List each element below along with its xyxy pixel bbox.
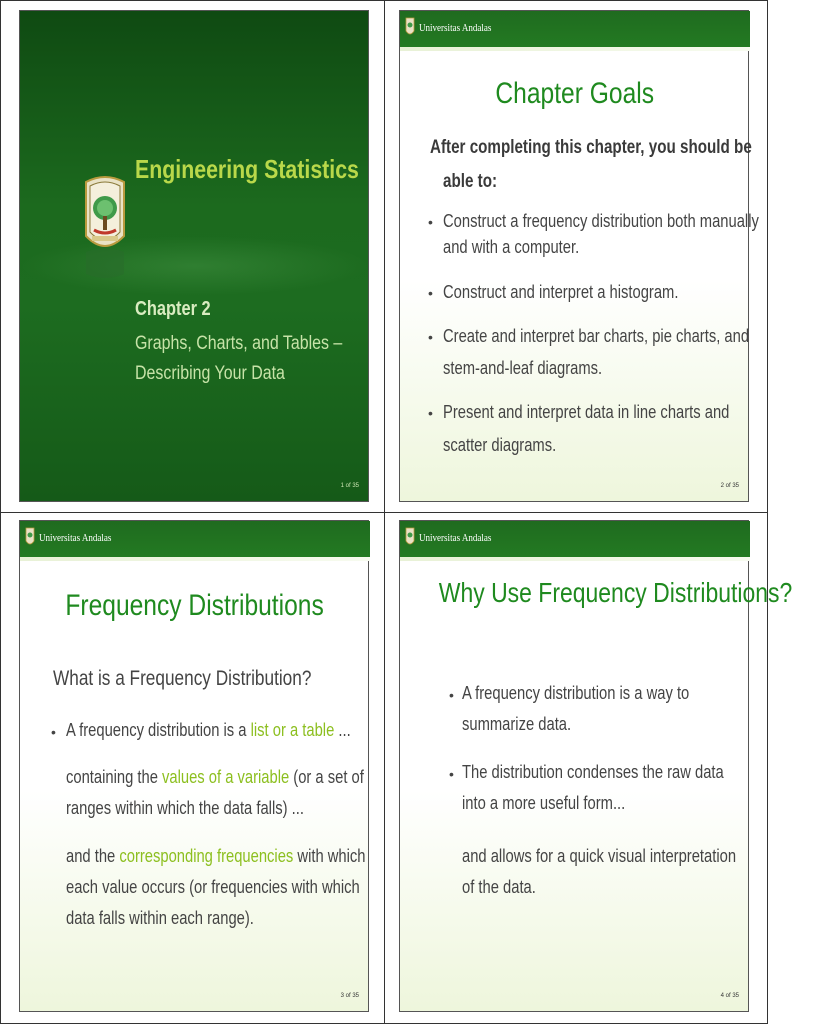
university-seal-icon [80,174,130,282]
university-seal-icon [405,17,415,39]
institution-name: Universitas Andalas [39,532,112,544]
intro-line-1: After completing this chapter, you should be [430,137,752,158]
highlight-text: corresponding frequencies [119,846,294,866]
goal-2-line-1: Construct and interpret a histogram. [443,282,679,302]
header-strip [20,557,370,561]
question-heading: What is a Frequency Distribution? [53,667,312,690]
definition-line-6: data falls within each range). [66,908,254,928]
intro-line-2: able to: [443,171,498,192]
goal-1-line-2: and with a computer. [443,237,580,257]
reason-1-line-1: A frequency distribution is a way to [462,683,690,703]
reason-2-line-3: and allows for a quick visual interpretation [462,846,737,866]
bullet-dot: • [428,285,433,301]
definition-line-3: ranges within which the data falls) ... [66,798,304,818]
title-glow [20,236,370,296]
definition-line-4: and the corresponding frequencies with which [66,846,366,866]
slide-header [400,11,750,47]
slide-4-why-use-frequency-distributions [399,520,793,1012]
grid-divider-horizontal [0,512,768,513]
subtitle-line-2: Describing Your Data [135,363,285,384]
definition-line-2: containing the values of a variable (or a set of [66,767,364,787]
goal-4-line-1: Present and interpret data in line charts and [443,402,730,422]
bullet-dot: • [428,329,433,345]
goal-1-line-1: Construct a frequency distribution both manually [443,211,759,231]
reason-2-line-1: The distribution condenses the raw data [462,762,724,782]
chapter-label: Chapter 2 [135,298,211,320]
highlight-text: values of a variable [162,767,290,787]
goal-3-line-2: stem-and-leaf diagrams. [443,358,603,378]
presentation-title: Engineering Statistics [135,154,359,184]
slide-title: Frequency Distributions [65,589,325,622]
slide-2-chapter-goals [399,10,759,502]
goal-3-line-1: Create and interpret bar charts, pie charts, and [443,326,750,346]
slide-3-frequency-distributions [19,520,369,1012]
bullet-dot: • [51,724,56,740]
bullet-dot: • [449,766,454,782]
slide-header [20,521,370,557]
slide-title: Why Use Frequency Distributions? [438,577,793,608]
page-number: 3 of 35 [340,993,359,999]
reason-1-line-2: summarize data. [462,714,572,734]
university-seal-icon [25,527,35,549]
page-number: 2 of 35 [720,483,739,489]
slide-header [400,521,750,557]
definition-line-1: A frequency distribution is a list or a table ... [66,720,351,740]
institution-name: Universitas Andalas [419,532,492,544]
reason-2-line-4: of the data. [462,877,536,897]
institution-name: Universitas Andalas [419,22,492,34]
reason-2-line-2: into a more useful form... [462,793,626,813]
subtitle-line-1: Graphs, Charts, and Tables – [135,333,343,354]
definition-line-5: each value occurs (or frequencies with which [66,877,360,897]
chapter-subtitle [135,329,342,389]
slide-title: Chapter Goals [495,77,655,110]
highlight-text: list or a table [250,720,335,740]
bullet-dot: • [428,405,433,421]
goal-4-line-2: scatter diagrams. [443,435,557,455]
bullet-dot: • [428,214,433,230]
header-strip [400,557,750,561]
slide-1-title [19,10,369,502]
bullet-dot: • [449,687,454,703]
header-strip [400,47,750,51]
page-number: 4 of 35 [720,993,739,999]
university-seal-icon [405,527,415,549]
page-number: 1 of 35 [340,483,359,489]
